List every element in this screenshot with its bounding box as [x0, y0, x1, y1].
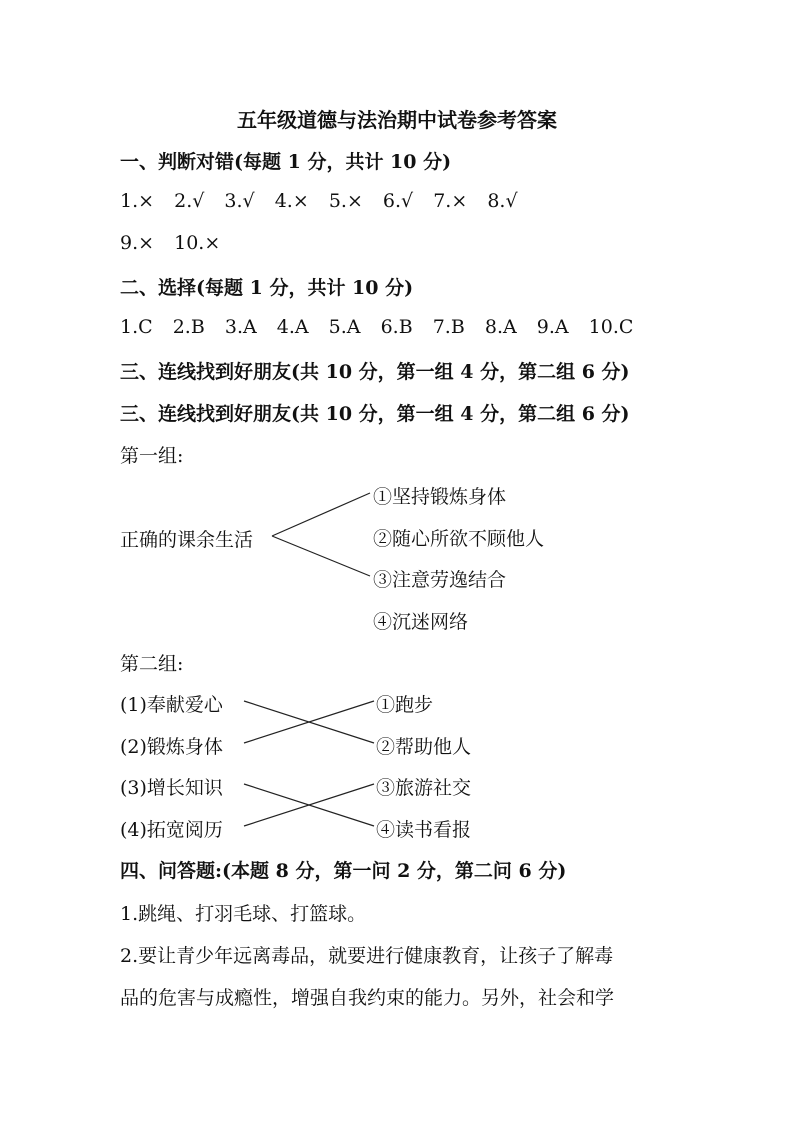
answer-item: 8.A — [484, 316, 517, 338]
group-1-right-item-3: ③注意劳逸结合 — [373, 569, 507, 591]
answer-item: 1.× — [120, 190, 155, 212]
group-2-label: 第二组: — [120, 653, 184, 675]
section-4-answer-2-line-2: 品的危害与成瘾性，增强自我约束的能力。另外，社会和学 — [120, 987, 615, 1009]
answer-item: 4.× — [274, 190, 309, 212]
answer-item: 5.× — [328, 190, 363, 212]
group-2-left-item-2: (2)锻炼身体 — [120, 736, 223, 758]
answer-item: 6.B — [380, 316, 413, 338]
connector-line — [272, 536, 370, 576]
section-4-answer-1: 1.跳绳、打羽毛球、打篮球。 — [120, 903, 367, 925]
answer-item: 3.A — [224, 316, 257, 338]
group-1-label: 第一组: — [120, 445, 184, 467]
answer-item: 9.A — [536, 316, 569, 338]
answer-item: 10.C — [588, 316, 634, 338]
answer-item: 10.× — [174, 232, 221, 254]
answer-item: 8.√ — [487, 190, 518, 212]
answer-item: 2.√ — [174, 190, 205, 212]
section-1-heading: 一、判断对错(每题 1 分，共计 10 分) — [120, 151, 452, 173]
group-1-right-item-2: ②随心所欲不顾他人 — [373, 528, 545, 550]
answer-item: 9.× — [120, 232, 155, 254]
group-2-left-item-4: (4)拓宽阅历 — [120, 819, 223, 841]
answer-item: 1.C — [120, 316, 153, 338]
connector-line — [272, 493, 370, 536]
section-4-heading: 四、问答题:(本题 8 分，第一问 2 分，第二问 6 分) — [120, 860, 567, 882]
group-2-left-item-1: (1)奉献爱心 — [120, 694, 223, 716]
section-4-answer-2-line-1: 2.要让青少年远离毒品，就要进行健康教育，让孩子了解毒 — [120, 945, 614, 967]
group-1-left-item: 正确的课余生活 — [120, 529, 254, 551]
group-2-right-item-3: ③旅游社交 — [376, 777, 472, 799]
group-2-right-item-2: ②帮助他人 — [376, 736, 472, 758]
answer-item: 6.√ — [382, 190, 414, 212]
section-3-heading: 三、连线找到好朋友(共 10 分，第一组 4 分，第二组 6 分) — [120, 361, 630, 383]
page-title: 五年级道德与法治期中试卷参考答案 — [237, 108, 557, 132]
answer-item: 7.× — [433, 190, 468, 212]
section-3-heading-repeat: 三、连线找到好朋友(共 10 分，第一组 4 分，第二组 6 分) — [120, 403, 630, 425]
answer-item: 7.B — [432, 316, 465, 338]
group-1-right-item-1: ①坚持锻炼身体 — [373, 486, 507, 508]
answer-item: 4.A — [276, 316, 309, 338]
answer-item: 2.B — [172, 316, 205, 338]
group-1-right-item-4: ④沉迷网络 — [373, 611, 469, 633]
group-2-right-item-4: ④读书看报 — [376, 819, 472, 841]
group-2-left-item-3: (3)增长知识 — [120, 777, 223, 799]
answer-item: 5.A — [328, 316, 361, 338]
group-2-right-item-1: ①跑步 — [376, 694, 434, 716]
answer-item: 3.√ — [224, 190, 255, 212]
section-2-heading: 二、选择(每题 1 分，共计 10 分) — [120, 277, 414, 299]
